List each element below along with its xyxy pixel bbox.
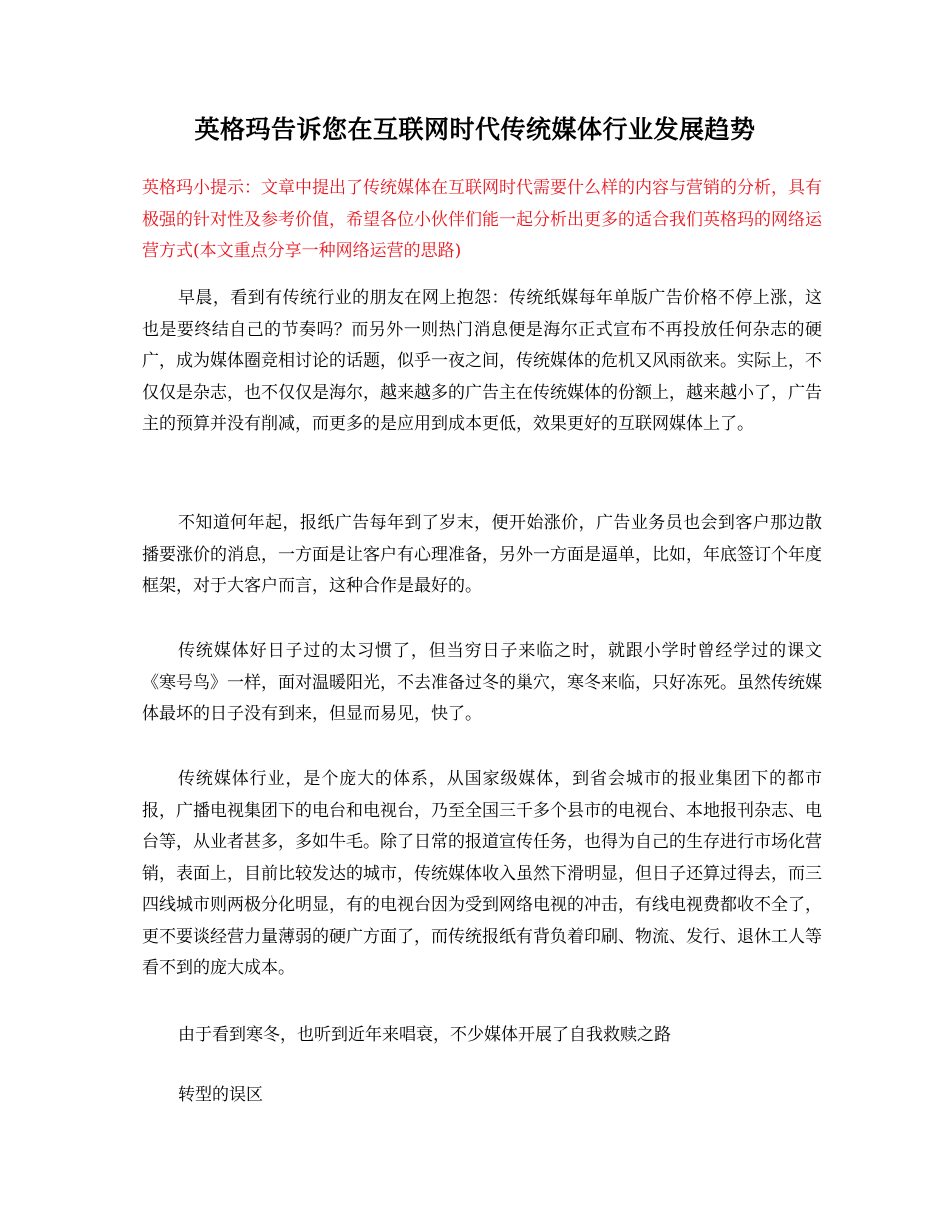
paragraph-4: 传统媒体行业，是个庞大的体系，从国家级媒体，到省会城市的报业集团下的都市报，广播电视集团下的电台和电视台，乃至全国三千多个县市的电视台、本地报刊杂志、电台等，从业者甚多，多如牛毛。除了日常的报道宣传任务，也得为自己的生存进行市场化营销，表面上，目前比较发达的城市，传统媒体收入虽然下滑明显，但日子还算过得去，而三四线城市则两极分化明显，有的电视台因为受到网络电视的冲击，有线电视费都收不全了，更不要谈经营力量薄弱的硬广方面了，而传统报纸有背负着印刷、物流、发行、退休工人等看不到的庞大成本。 [142,769,822,978]
paragraph-3: 传统媒体好日子过的太习惯了，但当穷日子来临之时，就跟小学时曾经学过的课文《寒号鸟》一样，面对温暖阳光，不去准备过冬的巢穴，寒冬来临，只好冻死。虽然传统媒体最坏的日子没有到来，但显而易见，快了。 [142,641,822,724]
document-title: 英格玛告诉您在互联网时代传统媒体行业发展趋势 [194,115,756,144]
paragraph-2: 不知道何年起，报纸广告每年到了岁末，便开始涨价，广告业务员也会到客户那边散播要涨价的消息，一方面是让客户有心理准备，另外一方面是逼单，比如，年底签订个年度框架，对于大客户而言，这种合作是最好的。 [142,513,822,596]
tip-paragraph: 英格玛小提示：文章中提出了传统媒体在互联网时代需要什么样的内容与营销的分析，具有极强的针对性及参考价值，希望各位小伙伴们能一起分析出更多的适合我们英格玛的网络运营方式(本文重点分享一种网络运营的思路) [142,178,822,261]
section-heading: 转型的误区 [178,1085,263,1105]
paragraph-1: 早晨，看到有传统行业的朋友在网上抱怨：传统纸媒每年单版广告价格不停上涨，这也是要终结自己的节奏吗？而另外一则热门消息便是海尔正式宣布不再投放任何杂志的硬广，成为媒体圈竞相讨论的话题，似乎一夜之间，传统媒体的危机又风雨欲来。实际上，不仅仅是杂志，也不仅仅是海尔，越来越多的广告主在传统媒体的份额上，越来越小了，广告主的预算并没有削减，而更多的是应用到成本更低，效果更好的互联网媒体上了。 [142,288,822,434]
paragraph-5: 由于看到寒冬，也听到近年来唱衰，不少媒体开展了自我救赎之路 [178,1025,671,1045]
